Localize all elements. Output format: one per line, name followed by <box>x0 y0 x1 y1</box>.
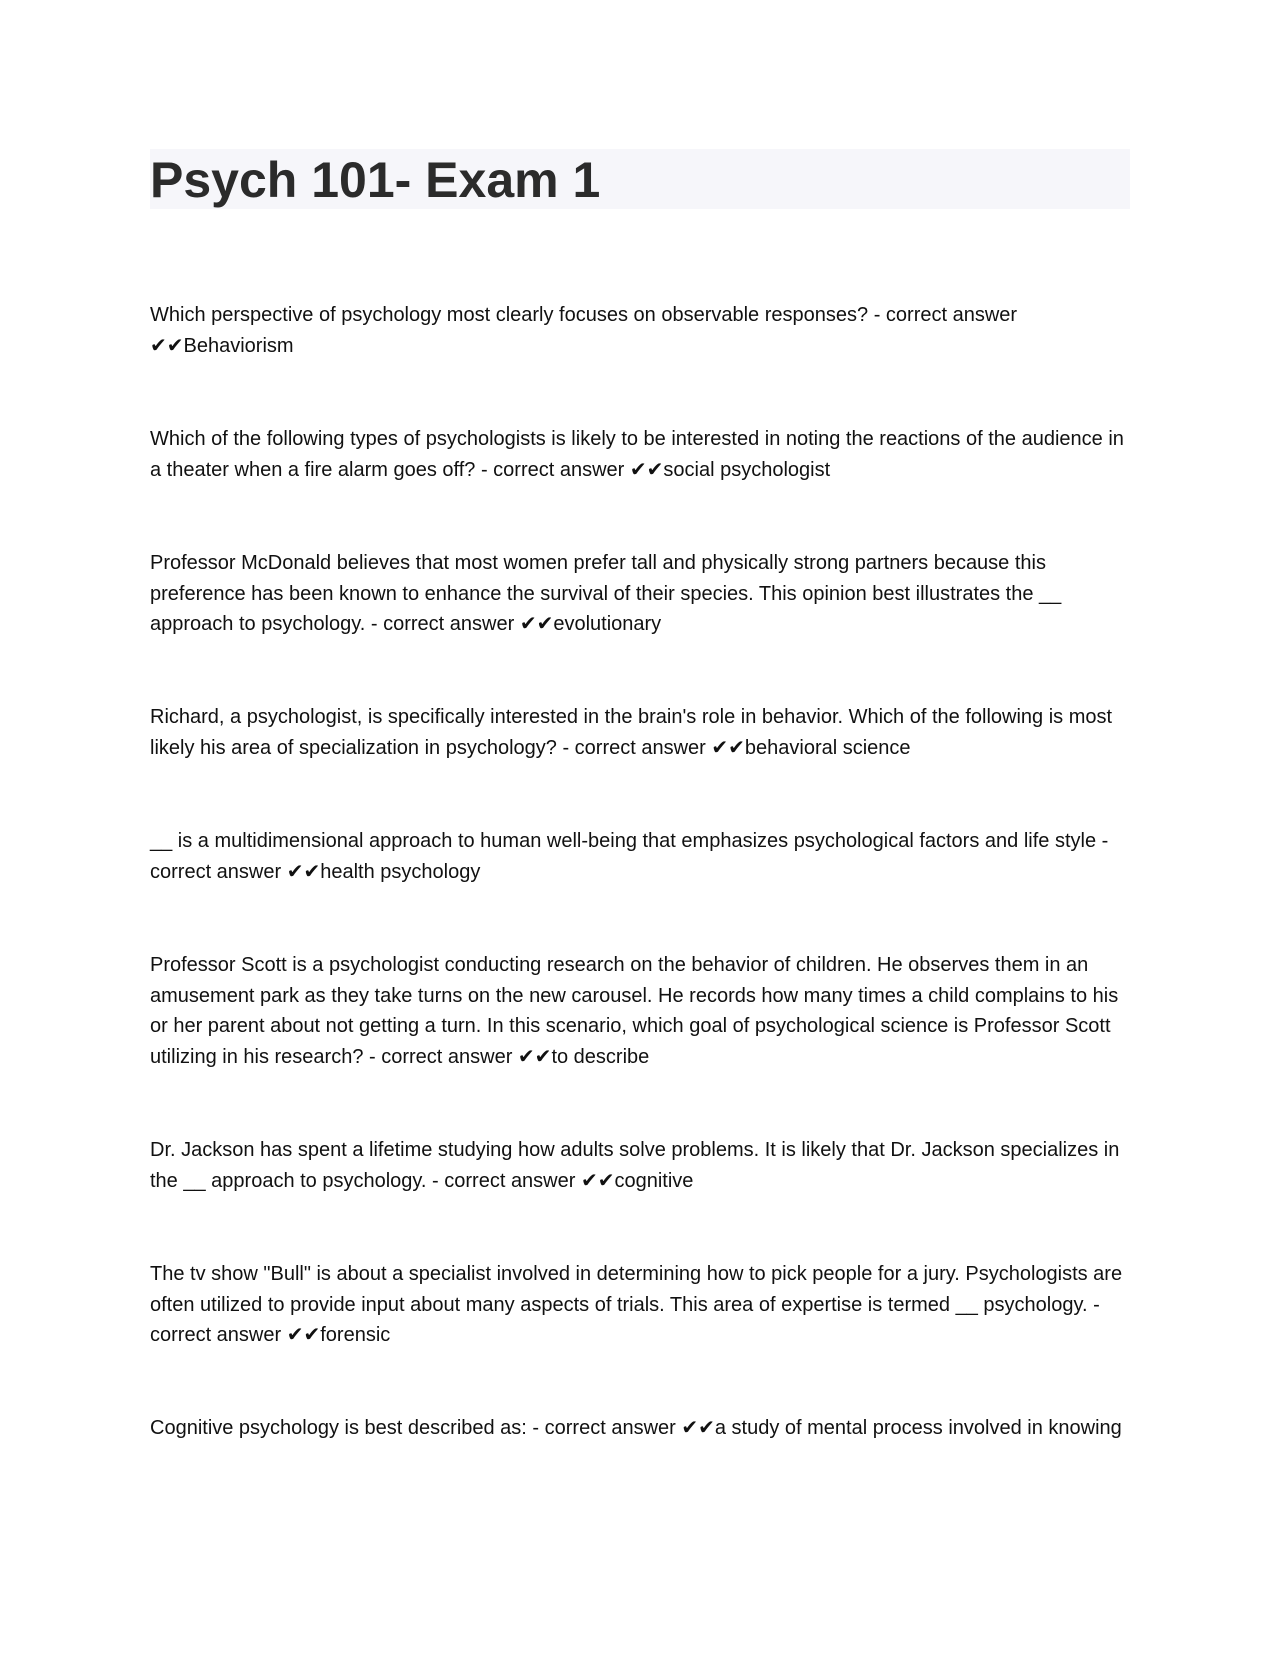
question-text: Cognitive psychology is best described as: <box>150 1417 527 1439</box>
answer-text: social psychologist <box>663 458 831 481</box>
question-text: The tv show "Bull" is about a specialist involved in determining how to pick people for a jury. Psychologists are often utilized to provide input about many aspects of trials. This area of expertise is termed __ psychology. <box>150 1263 1123 1316</box>
answer-prefix: - correct answer <box>526 1417 682 1439</box>
qa-item <box>150 548 1140 640</box>
checkmark-icon: ✔✔ <box>286 860 321 883</box>
answer-text: cognitive <box>614 1169 694 1192</box>
question-text: Which perspective of psychology most clearly focuses on observable responses? <box>150 304 869 326</box>
qa-item <box>150 702 1140 763</box>
answer-text: behavioral science <box>744 736 911 759</box>
checkmark-icon: ✔✔ <box>711 736 745 759</box>
answer-prefix: - correct answer <box>868 304 1018 326</box>
answer-prefix: - correct answer <box>556 736 712 759</box>
question-text: Professor Scott is a psychologist conducting research on the behavior of children. He observes them in an amusement park as they take turns on the new carousel. He records how many times a child complains to his or her parent about not getting a turn. In this scenario, which goal of psychological science is Professor Scott utilizing in his research? <box>150 954 1119 1068</box>
answer-text: evolutionary <box>553 613 662 635</box>
checkmark-icon: ✔✔ <box>580 1169 615 1192</box>
question-text: Dr. Jackson has spent a lifetime studying how adults solve problems. It is likely that Dr. Jackson specializes in the __ approach to psychology. <box>150 1139 1120 1192</box>
answer-text: a study of mental process involved in knowing <box>714 1417 1122 1439</box>
question-text: Which of the following types of psychologists is likely to be interested in noting the reactions of the audience in a theater when a fire alarm goes off? <box>150 428 1124 481</box>
checkmark-icon: ✔✔ <box>286 1324 321 1346</box>
answer-text: Behaviorism <box>183 334 294 357</box>
answer-prefix: - correct answer <box>150 830 1109 883</box>
qa-item <box>150 950 1140 1072</box>
question-text: Professor McDonald believes that most women prefer tall and physically strong partners because this preference has been known to enhance the survival of their species. This opinion best illustrates the __ approach to psychology. <box>150 552 1062 635</box>
answer-prefix: - correct answer <box>426 1169 581 1192</box>
checkmark-icon: ✔✔ <box>519 613 554 635</box>
qa-item <box>150 1413 1140 1444</box>
answer-text: health psychology <box>320 860 481 883</box>
qa-item <box>150 1259 1140 1351</box>
checkmark-icon: ✔✔ <box>681 1417 715 1439</box>
document-title: Psych 101- Exam 1 <box>150 152 601 208</box>
qa-item <box>150 300 1140 361</box>
qa-item <box>150 826 1140 887</box>
answer-prefix: - correct answer <box>365 613 520 635</box>
checkmark-icon: ✔✔ <box>150 334 184 357</box>
answer-text: forensic <box>320 1324 391 1346</box>
qa-item <box>150 424 1140 485</box>
answer-text: to describe <box>551 1045 650 1068</box>
answer-prefix: - correct answer <box>475 458 630 481</box>
answer-prefix: - correct answer <box>150 1293 1100 1346</box>
question-text: Richard, a psychologist, is specifically interested in the brain's role in behavior. Which of the following is most likely his area of specialization in psychology? <box>150 706 1113 759</box>
qa-item <box>150 1135 1140 1196</box>
question-text: __ is a multidimensional approach to human well-being that emphasizes psychological factors and life style <box>150 830 1097 852</box>
checkmark-icon: ✔✔ <box>629 458 664 481</box>
answer-prefix: - correct answer <box>363 1045 518 1068</box>
checkmark-icon: ✔✔ <box>517 1045 552 1068</box>
